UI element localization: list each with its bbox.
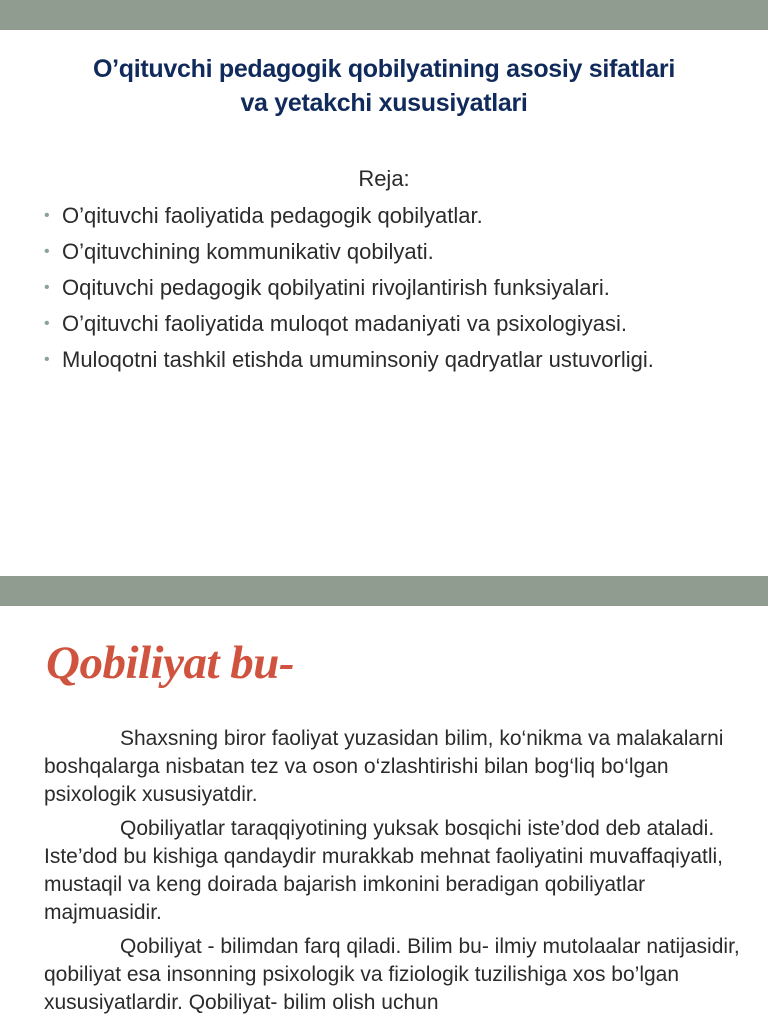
- plan-item-text: O’qituvchi faoliyatida pedagogik qobilyatlar.: [62, 203, 483, 228]
- paragraph: Shaxsning biror faoliyat yuzasidan bilim, ko‘nikma va malakalarni boshqalarga nisbatan tez va oson o‘zlashtirishi bilan bog‘liq bo‘lgan psixologik xususiyatdir.: [44, 727, 724, 806]
- bullet-icon: •: [44, 315, 50, 332]
- slide-top-bar: [0, 0, 768, 30]
- plan-item-text: Oqituvchi pedagogik qobilyatini rivojlantirish funksiyalari.: [62, 275, 610, 300]
- slide-body: [44, 725, 744, 1023]
- slide-heading: Qobiliyat bu-: [46, 637, 295, 689]
- plan-item-text: Muloqotni tashkil etishda umuminsoniy qadryatlar ustuvorligi.: [62, 347, 654, 372]
- plan-item-text: O’qituvchining kommunikativ qobilyati.: [62, 239, 434, 264]
- plan-list: [44, 200, 744, 380]
- plan-item: [44, 308, 744, 340]
- paragraph: Qobiliyatlar taraqqiyotining yuksak bosqichi iste’dod deb ataladi. Iste’dod bu kishiga qandaydir murakkab mehnat faoliyatini muvaffaqiyatli, mustaqil va keng doirada bajarish imkonini beradigan qobiliyatlar majmuasidir.: [44, 817, 723, 924]
- plan-item: [44, 272, 744, 304]
- title-line-2: va yetakchi xususiyatlari: [240, 89, 528, 117]
- bullet-icon: •: [44, 243, 50, 260]
- plan-item: [44, 344, 744, 376]
- slide-title: [20, 52, 748, 120]
- plan-item: [44, 200, 744, 232]
- slide-top-bar: [0, 576, 768, 606]
- plan-item: [44, 236, 744, 268]
- bullet-icon: •: [44, 279, 50, 296]
- plan-heading: Reja:: [358, 166, 410, 191]
- bullet-icon: •: [44, 351, 50, 368]
- title-line-1: O’qituvchi pedagogik qobilyatining asosiy sifatlari: [92, 55, 676, 83]
- plan-item-text: O’qituvchi faoliyatida muloqot madaniyati va psixologiyasi.: [62, 311, 627, 336]
- bullet-icon: •: [44, 207, 50, 224]
- paragraph: Qobiliyat - bilimdan farq qiladi. Bilim bu- ilmiy mutolaalar natijasidir, qobiliyat esa insonning psixologik va fiziologik tuzilishiga xos bo’lgan xususiyatlardir. Qobiliyat- bilim olish uchun: [44, 935, 740, 1014]
